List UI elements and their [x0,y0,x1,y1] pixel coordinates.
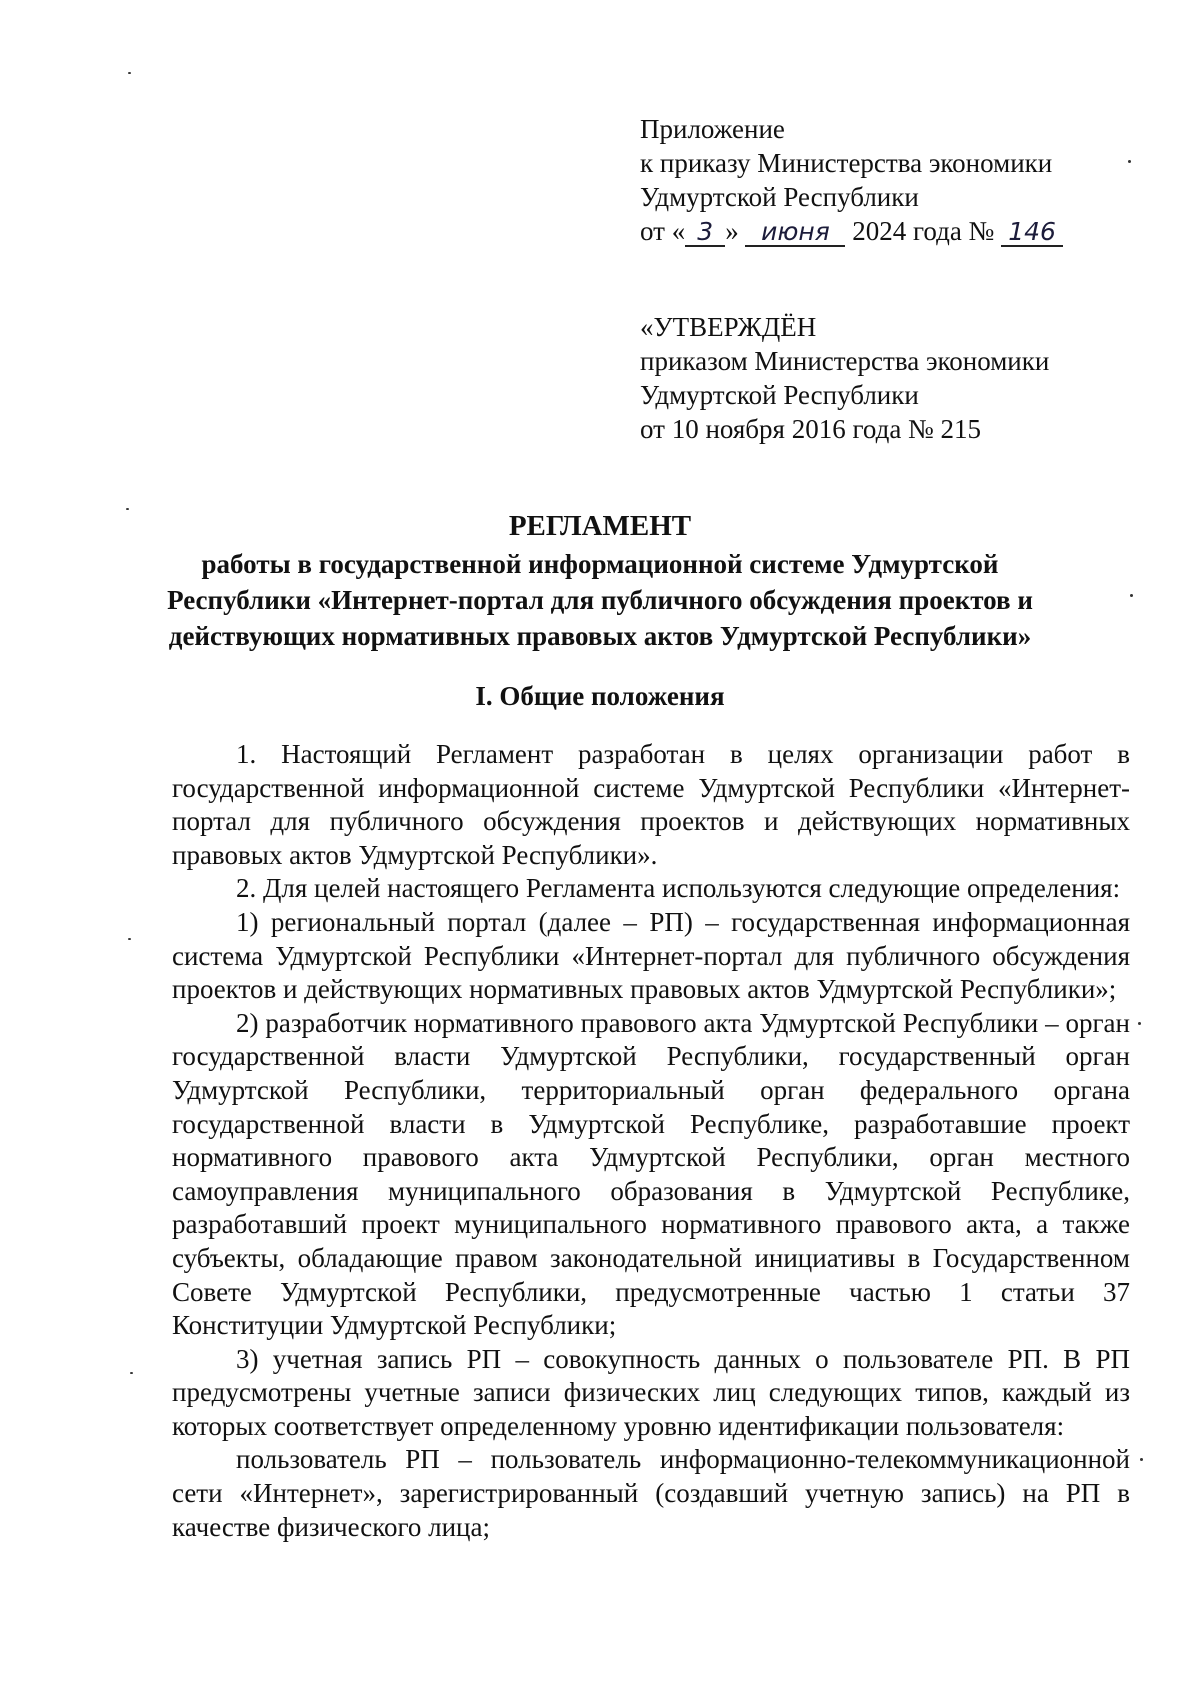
approval-line-2: приказом Министерства экономики [640,346,1050,376]
handwritten-month: июня [745,219,845,247]
approval-line-3: Удмуртской Республики [640,380,919,410]
subtitle-line-3: действующих нормативных правовых актов Удмуртской Республики» [168,621,1032,651]
scan-speck [128,72,131,74]
scan-speck [1128,160,1131,163]
paragraph: 3) учетная запись РП – совокупность данных о пользователе РП. В РП предусмотрены учетные записи физических лиц следующих типов, каждый из которых соответствует определенному уровню идентификации пользователя: [172,1343,1130,1441]
approval-line-4: от 10 ноября 2016 года № 215 [640,414,982,444]
paragraph: 2) разработчик нормативного правового акта Удмуртской Республики – орган государственной власти Удмуртской Республики, государственный орган Удмуртской Республики, территориальный орган федерального органа государственной власти в Удмуртской Республике, разработавшие проект нормативного правового акта Удмуртской Республики, орган местного самоуправления муниципального образования в Удмуртской Республике, разработавший проект муниципального нормативного правового акта, а также субъекты, обладающие правом законодательной инициативы в Государственном Совете Удмуртской Республики, предусмотренные частью 1 статьи 37 Конституции Удмуртской Республики; [172,1007,1130,1341]
appendix-header [640,112,1063,248]
approval-line-1: «УТВЕРЖДЁН [640,312,817,342]
date-suffix: 2024 года № [852,216,995,246]
approval-block [640,310,1049,446]
subtitle-line-2: Республики «Интернет-портал для публичного обсуждения проектов и [167,585,1033,615]
document-subtitle [150,546,1050,654]
paragraph: 1) региональный портал (далее – РП) – государственная информационная система Удмуртской Республики «Интернет-портал для публичного обсуждения проектов и действующих нормативных правовых актов Удмуртской Республики»; [172,906,1130,1005]
handwritten-day: 3 [685,219,725,247]
appendix-line-1: Приложение [640,114,785,144]
scan-speck [1130,594,1133,597]
handwritten-order-number: 146 [1001,219,1063,247]
document-body [172,738,1130,1544]
date-mid: » [725,216,739,246]
appendix-line-2: к приказу Министерства экономики [640,148,1053,178]
document-title: РЕГЛАМЕНТ [508,510,692,542]
subtitle-line-1: работы в государственной информационной системе Удмуртской [201,549,999,579]
scan-speck [1138,1022,1141,1025]
paragraph: 2. Для целей настоящего Регламента используются следующие определения: [236,873,1121,904]
scan-speck [1140,1458,1143,1461]
section-heading: I. Общие положения [475,681,725,711]
scan-speck [128,938,131,940]
scan-speck [126,508,129,510]
scan-speck [130,1372,133,1374]
appendix-line-3: Удмуртской Республики [640,182,919,212]
paragraph: пользователь РП – пользователь информационно-телекоммуникационной сети «Интернет», зарегистрированный (создавший учетную запись) на РП в качестве физического лица; [172,1444,1130,1542]
appendix-date-line [640,214,1063,248]
date-prefix: от « [640,216,686,246]
paragraph: 1. Настоящий Регламент разработан в целях организации работ в государственной информационной системе Удмуртской Республики «Интернет-портал для публичного обсуждения проектов и действующих нормативных правовых актов Удмуртской Республики». [172,739,1130,870]
